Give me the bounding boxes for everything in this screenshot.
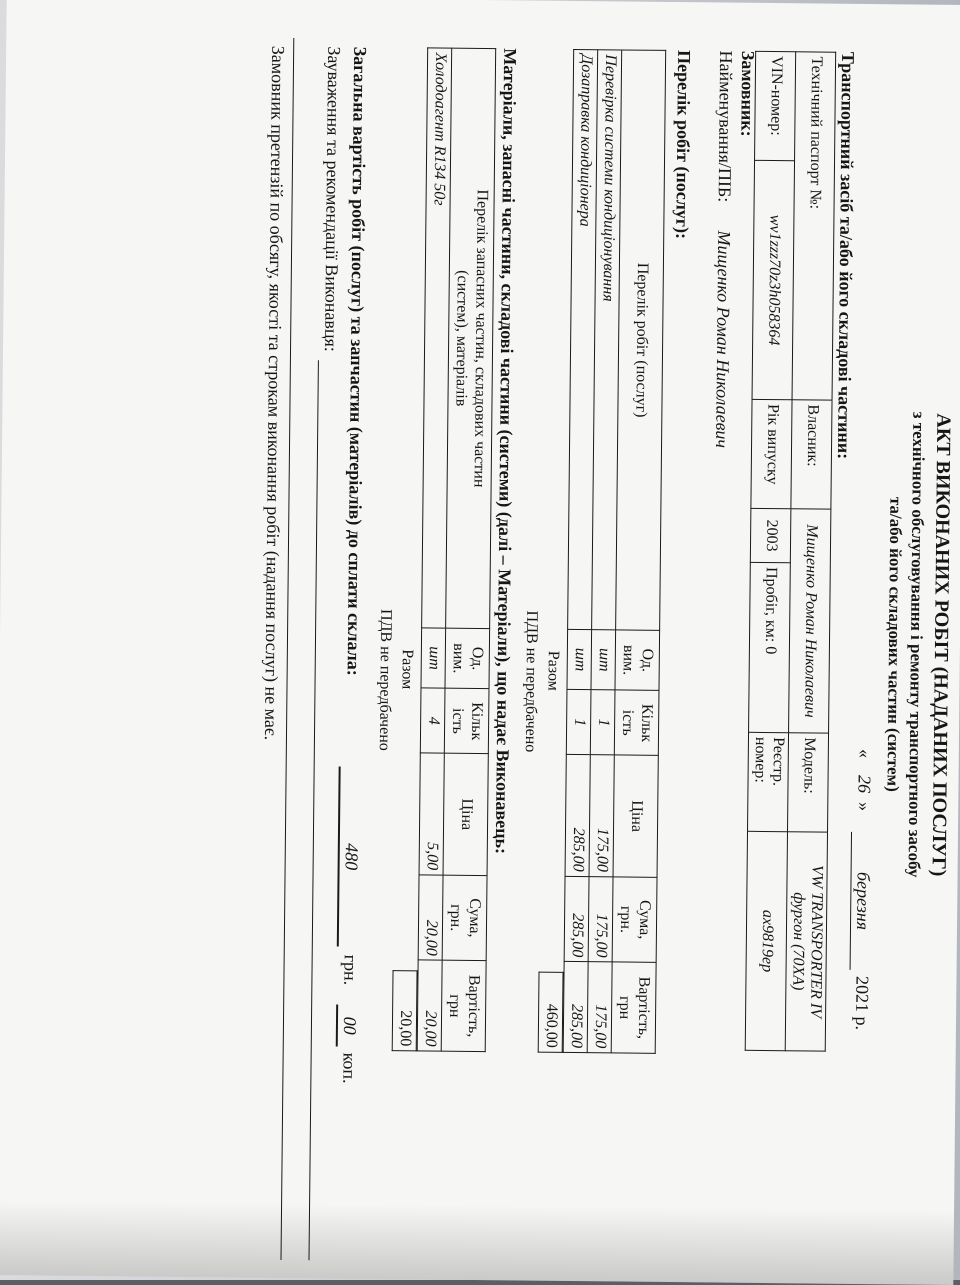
date-month: березня xyxy=(852,871,874,931)
model-label: Модель: xyxy=(800,737,818,794)
works-row-1-unit: шт xyxy=(591,630,616,690)
document-title: АКТ ВИКОНАНИХ РОБІТ (НАДАНИХ ПОСЛУГ) xyxy=(927,413,955,877)
works-header-price xyxy=(613,755,658,877)
summary-total-uah: 480 xyxy=(341,843,362,871)
date-year: 2021 р. xyxy=(851,975,873,1031)
materials-total-box xyxy=(392,970,418,1051)
materials-header-unit-line-2: вим. xyxy=(450,643,468,674)
document-subtitle-line-2: та/або його складових частин (систем) xyxy=(883,496,906,792)
works-header-unit-line-1: Од. xyxy=(638,648,656,673)
works-header-cost-line-1: Вартість, xyxy=(634,976,653,1040)
materials-section-title: Матеріали, запасні частини, складові частини (системи) (далі – Матеріали), що надає Виконавець: xyxy=(491,48,521,855)
works-row-2-name: Дозаправка кондиціонера xyxy=(568,49,598,629)
materials-total-label: Разом xyxy=(398,649,416,690)
date-day: 26 xyxy=(854,774,875,794)
works-total-value: 460,00 xyxy=(538,972,563,1052)
materials-header-qty-line-1: Кільк xyxy=(467,702,486,741)
owner-value: Мищенко Роман Николаевич xyxy=(801,524,821,718)
model-value-line-2: фургон (70XA) xyxy=(788,892,807,991)
customer-section-title: Замовник: xyxy=(737,50,759,137)
works-header-qty-line-1: Кільк xyxy=(637,703,656,743)
works-section-title: Перелік робіт (послуг): xyxy=(672,50,695,240)
vin-value-cell xyxy=(752,160,794,399)
materials-header-price-text: Ціна xyxy=(457,798,476,831)
vin-label: VIN-номер: xyxy=(767,55,786,136)
year-value: 2003 xyxy=(762,519,781,552)
materials-row-1-cost: 20,00 xyxy=(417,960,442,1051)
vehicle-section-title: Транспортний засіб та/або його складові частини: xyxy=(833,51,859,460)
materials-header-name xyxy=(446,48,496,628)
works-row-1-price: 175,00 xyxy=(589,755,614,877)
page-edge-shadow xyxy=(0,1200,954,1285)
materials-header-sum xyxy=(442,875,487,961)
works-row-1-name: Перевірка системи кондиціонування xyxy=(592,50,622,630)
materials-row-1-name: Холодоагент R134 50г xyxy=(422,48,452,628)
materials-header-price xyxy=(443,753,488,875)
works-header-sum-line-2: грн. xyxy=(617,905,635,934)
works-row-1-cost: 175,00 xyxy=(587,962,612,1053)
date-open-quote: « xyxy=(854,748,875,759)
owner-value-cell xyxy=(789,509,831,733)
works-row-1-qty: 1 xyxy=(590,690,615,755)
year-label-cell xyxy=(751,399,792,508)
works-header-cost xyxy=(611,962,656,1053)
date-close-quote: » xyxy=(854,801,875,812)
materials-header-unit-line-1: Од. xyxy=(468,646,486,671)
document-subtitle-line-1: з технічного обслуговування і ремонту транспортного засобу xyxy=(904,411,929,878)
materials-header-qty-line-2: ість xyxy=(449,707,467,735)
works-header-price-text: Ціна xyxy=(627,800,646,833)
works-header-name-text: Перелік робіт (послуг) xyxy=(632,262,651,418)
reg-value: ах9819ер xyxy=(758,909,777,973)
remarks-label: Зауваження та рекомендації Виконавця: xyxy=(321,46,345,352)
materials-header-cost-line-2: грн xyxy=(446,994,464,1018)
works-vat-note: ПДВ не передбачено xyxy=(521,610,541,753)
passport-label-cell xyxy=(792,52,835,400)
remarks-line-1 xyxy=(308,360,318,1260)
works-row-2-unit: шт xyxy=(567,629,592,689)
summary-total-kop: 00 xyxy=(339,1016,361,1035)
works-table xyxy=(563,49,667,1054)
model-value-cell xyxy=(785,832,827,1051)
materials-vat-note: ПДВ не передбачено xyxy=(375,608,395,751)
works-row-1-sum: 175,00 xyxy=(588,876,613,962)
summary-total-label: Загальна вартість робіт (послуг) та запчастин (матеріалів) до сплати склала: xyxy=(343,46,371,676)
materials-row-1-qty: 4 xyxy=(420,688,445,753)
works-row-2-sum: 285,00 xyxy=(564,876,589,962)
vin-value: wv1zzz70z3h058364 xyxy=(765,214,784,346)
summary-uah-label: грн. xyxy=(340,954,361,986)
materials-header-sum-line-1: Сума, xyxy=(465,898,484,938)
vin-label-cell xyxy=(755,51,796,160)
reg-label-cell xyxy=(748,732,789,831)
materials-row-1-sum: 20,00 xyxy=(418,875,443,961)
materials-header-qty xyxy=(444,688,489,754)
materials-header-cost-line-1: Вартість, xyxy=(464,974,483,1038)
materials-total-value: 20,00 xyxy=(392,971,417,1051)
reg-label: Реєстр. номер: xyxy=(751,736,788,787)
materials-header-name-line-1: Перелік запасних частин, складових частин xyxy=(470,189,491,488)
customer-name-value: Мищенко Роман Николаевич xyxy=(712,230,735,449)
passport-label: Технічний паспорт №: xyxy=(806,56,825,210)
materials-header-cost xyxy=(441,960,486,1051)
year-value-cell xyxy=(751,508,791,562)
works-header-qty xyxy=(614,690,659,756)
year-label: Рік випуску xyxy=(763,403,782,485)
model-value-line-1: VW TRANSPORTER IV xyxy=(807,865,826,1019)
works-header-name xyxy=(616,50,666,630)
materials-table xyxy=(417,47,497,1052)
materials-row-1-unit: шт xyxy=(421,628,446,688)
mileage-label: Пробіг, км: 0 xyxy=(761,566,780,655)
materials-header-sum-line-2: грн. xyxy=(447,904,465,932)
works-header-sum xyxy=(612,877,657,963)
mileage-cell xyxy=(749,562,791,732)
reg-value-cell xyxy=(746,831,788,1050)
materials-header-unit xyxy=(445,628,490,689)
works-row-2-price: 285,00 xyxy=(565,755,590,877)
materials-header-name-line-2: (систем), матеріалів xyxy=(452,270,472,407)
works-row-2-cost: 285,00 xyxy=(563,962,588,1053)
summary-kop-label: коп. xyxy=(339,1052,360,1084)
works-header-unit xyxy=(615,630,660,691)
owner-label: Власник: xyxy=(803,404,822,467)
works-header-qty-line-2: ість xyxy=(619,709,637,736)
works-total-box xyxy=(538,972,564,1053)
materials-row-1-price: 5,00 xyxy=(419,753,444,875)
works-header-unit-line-2: вим. xyxy=(620,644,638,676)
works-row-2-qty: 1 xyxy=(566,690,591,755)
owner-label-cell xyxy=(791,400,832,509)
customer-name-label: Найменування/ПІБ: xyxy=(714,50,737,203)
works-header-cost-line-2: грн xyxy=(616,996,634,1020)
works-header-sum-line-1: Сума, xyxy=(635,899,654,940)
works-total-label: Разом xyxy=(544,650,562,691)
model-label-cell xyxy=(788,733,829,832)
vehicle-table xyxy=(745,51,836,1052)
claims-statement: Замовник претензій по обсягу, якості та строкам виконання робіт (надання послуг) не має. xyxy=(260,45,289,741)
